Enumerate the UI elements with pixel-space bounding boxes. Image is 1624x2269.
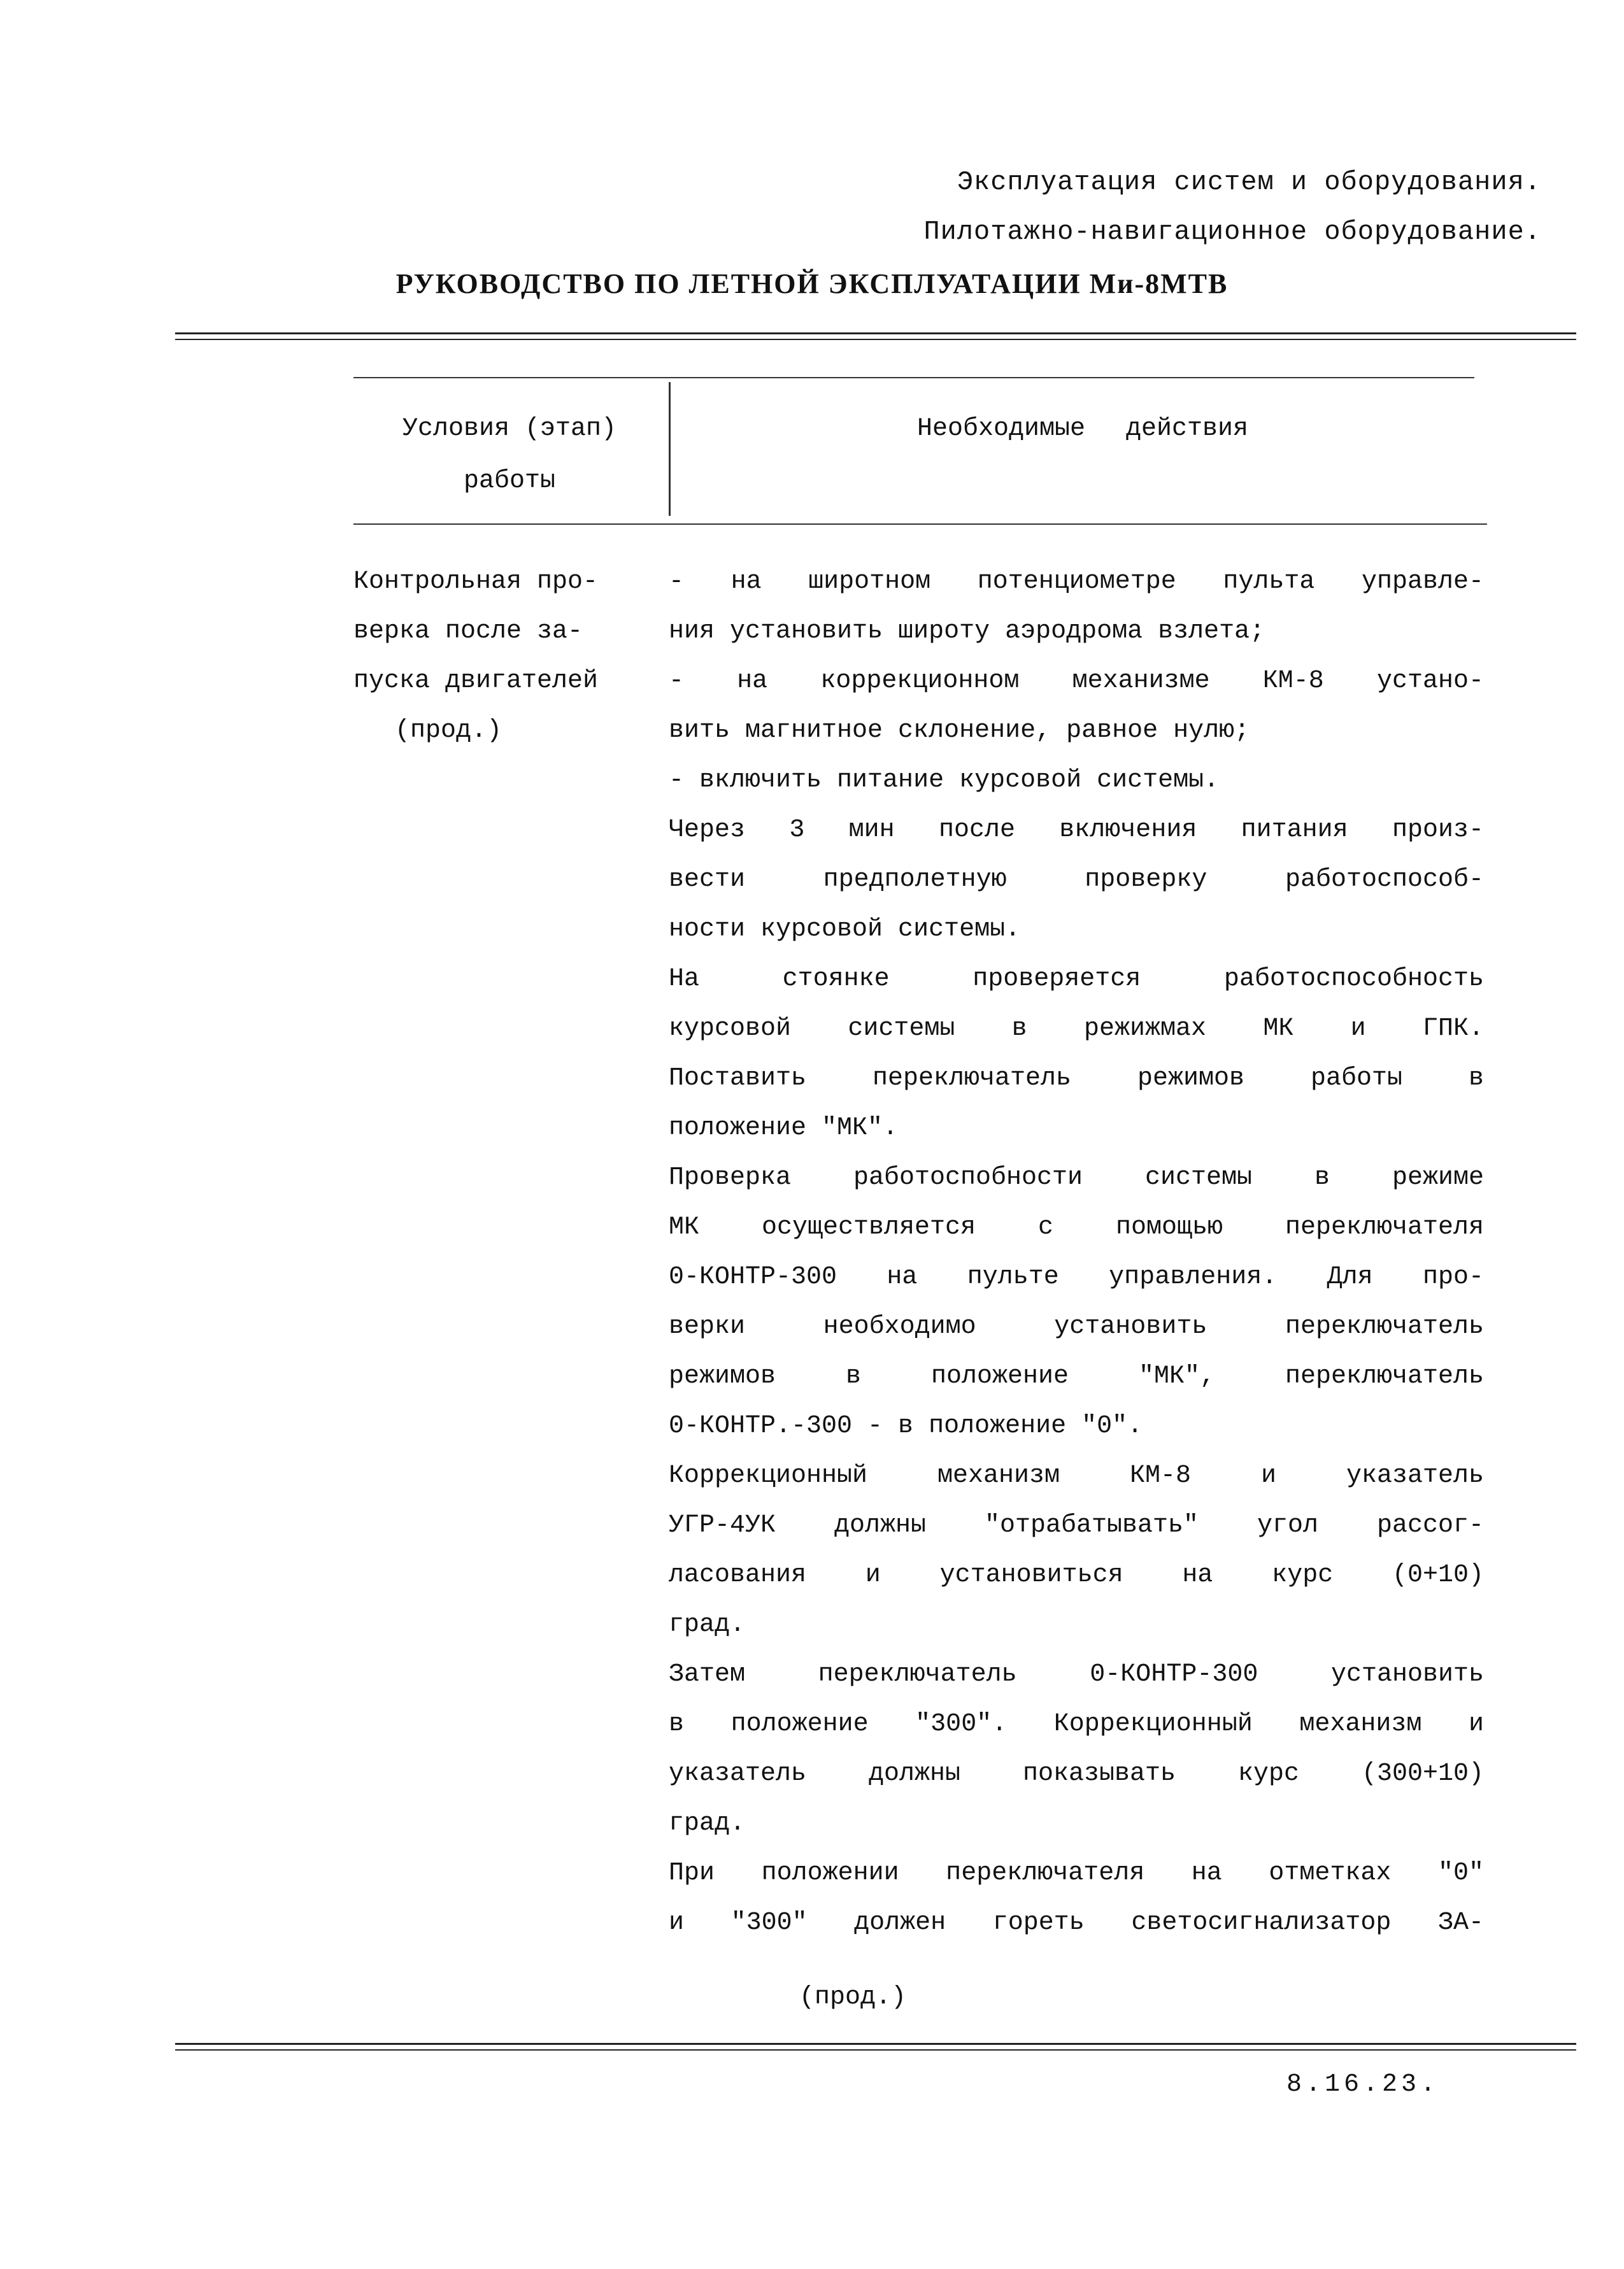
- col2-line: положение "МК".: [669, 1114, 899, 1142]
- col2-line: Проверка работоспобности системы в режиме: [669, 1163, 1484, 1192]
- col2-line: - на широтном потенциометре пульта управле-: [669, 567, 1484, 596]
- col2-line: УГР-4УК должны "отрабатывать" угол рассог-: [669, 1511, 1484, 1540]
- col2-line: ния установить широту аэродрома взлета;: [669, 617, 1265, 646]
- col2-line: - на коррекционном механизме КМ-8 устано-: [669, 667, 1484, 695]
- col1-line: верка после за-: [353, 617, 583, 646]
- col2-line: курсовой системы в режижмах МК и ГПК.: [669, 1014, 1484, 1043]
- col1-line: (прод.): [395, 716, 502, 745]
- table-header-divider: [669, 382, 671, 516]
- col2-line: Затем переключатель 0-КОНТР-300 установить: [669, 1660, 1484, 1689]
- page-number: 8.16.23.: [1286, 2070, 1440, 2099]
- continued-note: (прод.): [799, 1983, 907, 2012]
- col2-line: - включить питание курсовой системы.: [669, 766, 1220, 795]
- col2-line: режимов в положение "МК", переключатель: [669, 1362, 1484, 1391]
- col2-line: в положение "300". Коррекционный механизм и: [669, 1710, 1484, 1739]
- header-rule-top: [175, 332, 1576, 334]
- col2-line: град.: [669, 1809, 746, 1838]
- col2-line: указатель должны показывать курс (300+10): [669, 1760, 1484, 1788]
- section-title-line2: Пилотажно-навигационное оборудование.: [923, 217, 1541, 247]
- col1-line: пуска двигателей: [353, 667, 599, 695]
- section-title-line1: Эксплуатация систем и оборудования.: [957, 167, 1541, 197]
- col2-line: МК осуществляется с помощью переключателя: [669, 1213, 1484, 1242]
- header-rule-bottom: [175, 339, 1576, 340]
- col2-line: При положении переключателя на отметках "0": [669, 1859, 1484, 1888]
- col2-line: Коррекционный механизм КМ-8 и указатель: [669, 1462, 1484, 1490]
- document-title: РУКОВОДСТВО ПО ЛЕТНОЙ ЭКСПЛУАТАЦИИ Ми-8МТВ: [395, 268, 1229, 299]
- col2-line: ласования и установиться на курс (0+10): [669, 1561, 1484, 1590]
- col2-header: Необходимые действия: [916, 415, 1249, 443]
- col2-line: ности курсовой системы.: [669, 915, 1021, 944]
- col2-line: На стоянке проверяется работоспособность: [669, 965, 1484, 993]
- col1-header-line1: Условия (этап): [402, 415, 617, 443]
- col2-line: верки необходимо установить переключатель: [669, 1312, 1484, 1341]
- col1-header-line2: работы: [463, 467, 556, 495]
- col1-line: Контрольная про-: [353, 567, 599, 596]
- col2-line: и "300" должен гореть светосигнализатор ЗА-: [669, 1909, 1484, 1937]
- col2-line: 0-КОНТР-300 на пульте управления. Для про-: [669, 1263, 1484, 1291]
- footer-rule-bottom: [175, 2049, 1576, 2051]
- col2-line: вить магнитное склонение, равное нулю;: [669, 716, 1250, 745]
- col2-line: Поставить переключатель режимов работы в: [669, 1064, 1484, 1093]
- col2-line: град.: [669, 1611, 746, 1639]
- col2-line: вести предполетную проверку работоспособ-: [669, 865, 1484, 894]
- footer-rule-top: [175, 2043, 1576, 2045]
- table-header-bottom-line: [353, 523, 1487, 525]
- col2-line: 0-КОНТР.-300 - в положение "0".: [669, 1412, 1143, 1440]
- table-header-top-line: [353, 377, 1474, 378]
- col2-line: Через 3 мин после включения питания произ-: [669, 816, 1484, 844]
